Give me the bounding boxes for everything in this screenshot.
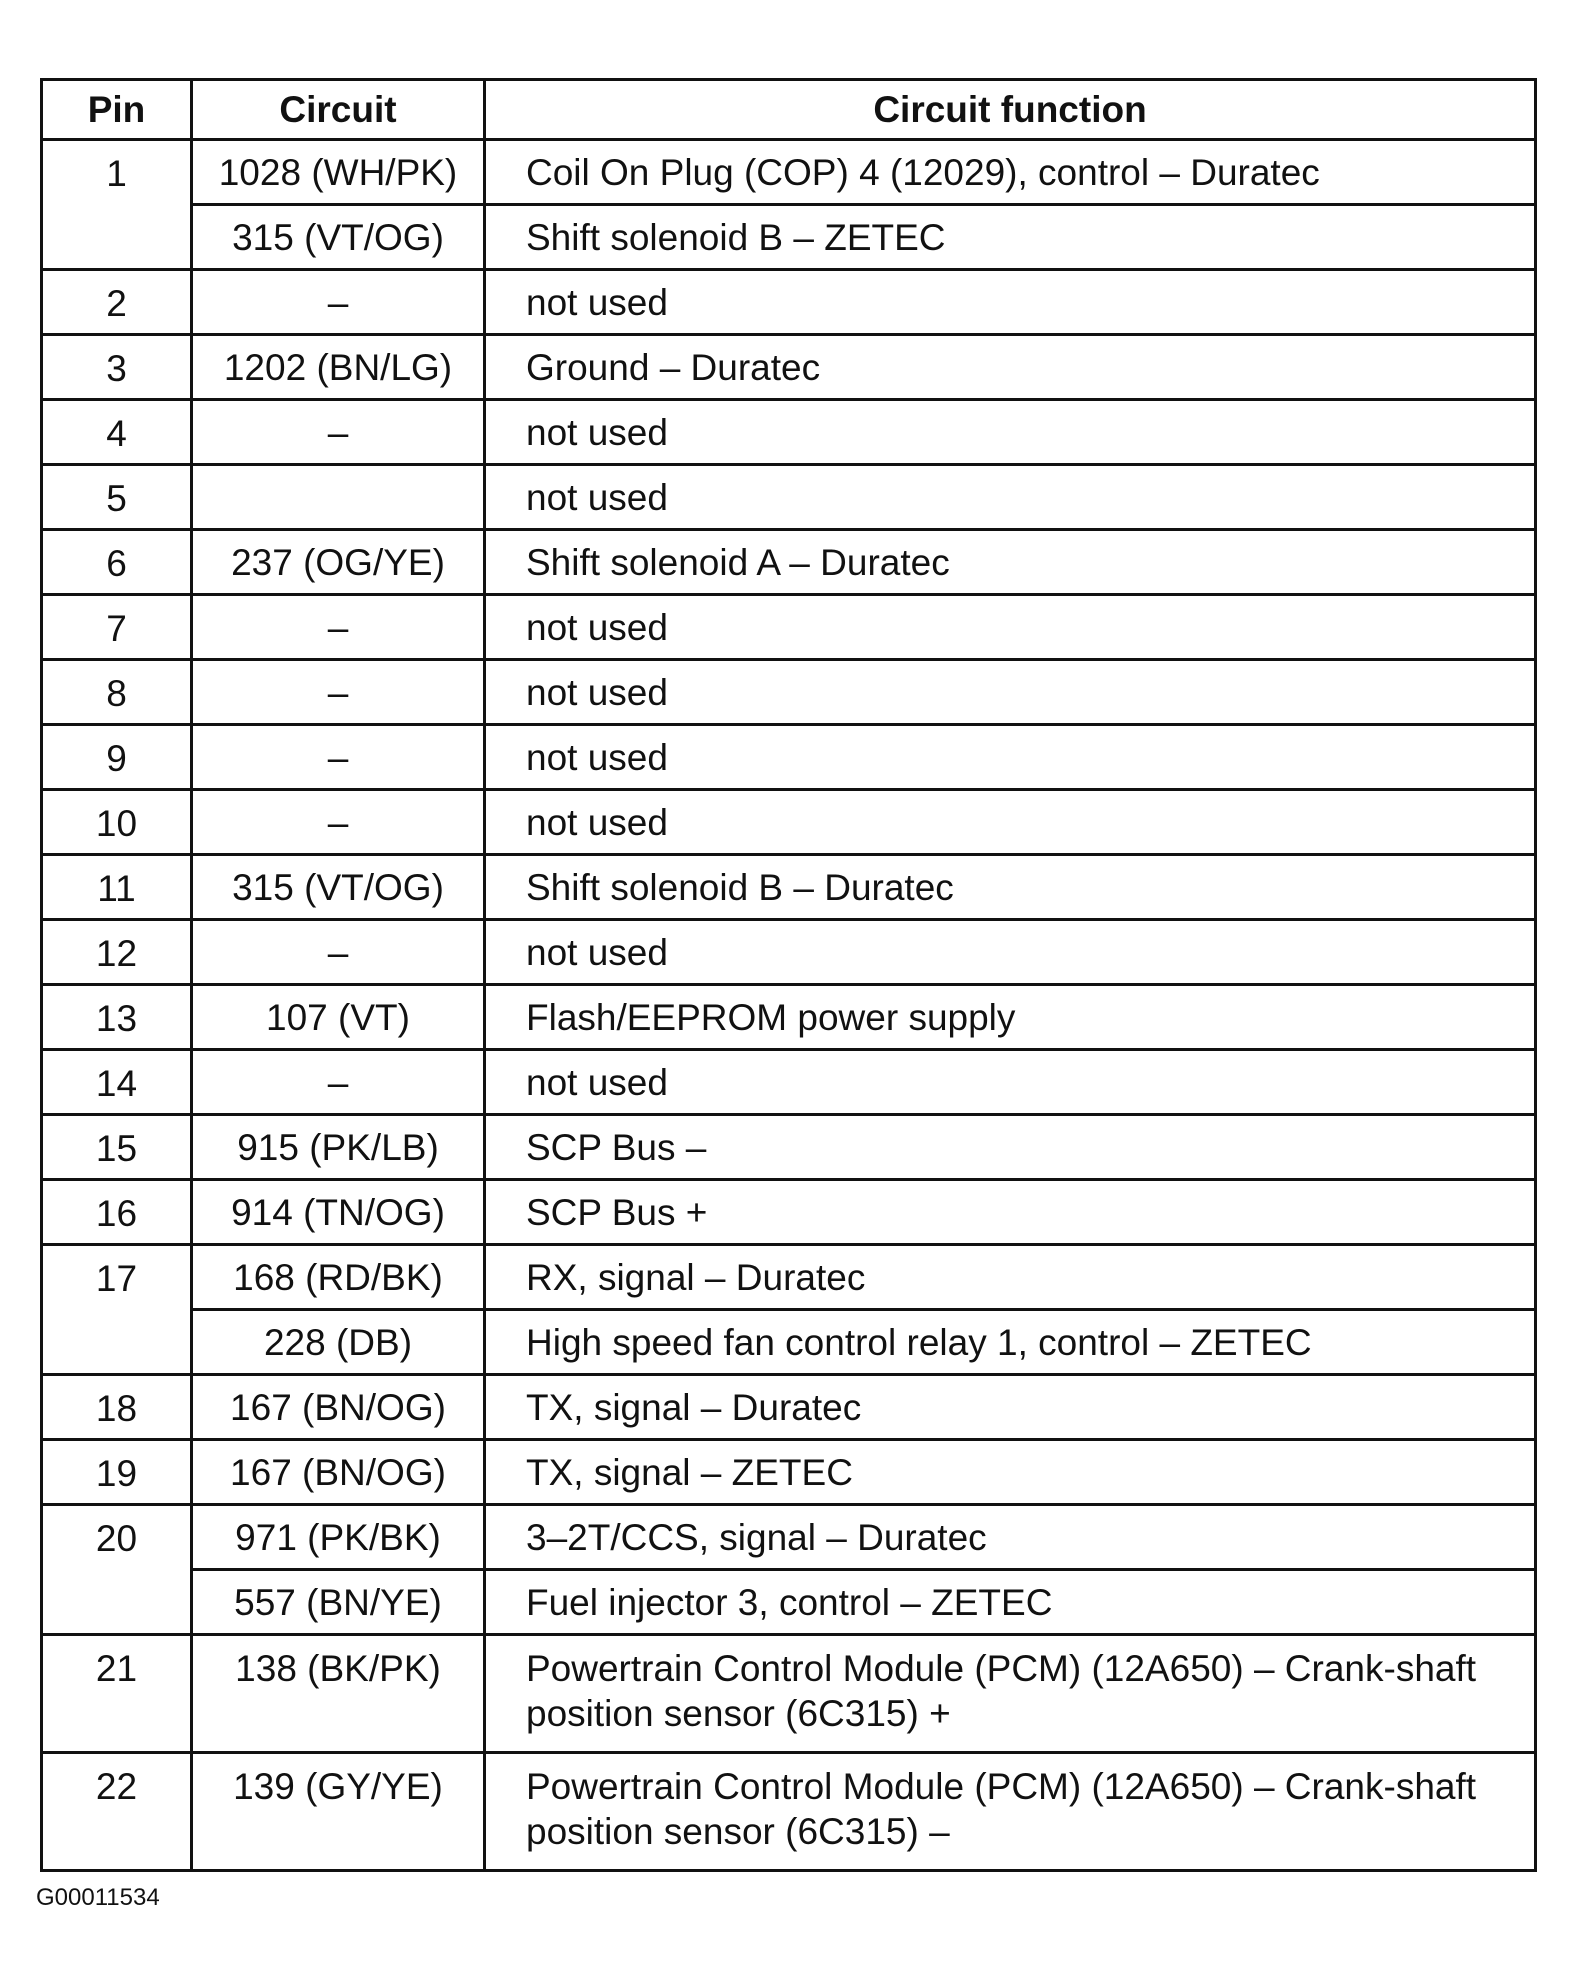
circuit-header: Circuit [192,80,485,140]
function-cell: Powertrain Control Module (PCM) (12A650) – Crank-shaft position sensor (6C315) + [485,1635,1536,1753]
circuit-cell: – [192,920,485,985]
circuit-cell: 167 (BN/OG) [192,1375,485,1440]
table-row [42,1180,1536,1245]
header-row [42,80,1536,140]
function-cell: TX, signal – Duratec [485,1375,1536,1440]
table-row [42,1570,1536,1635]
circuit-cell: 315 (VT/OG) [192,855,485,920]
pin-cell: 15 [42,1115,192,1180]
table-row [42,1310,1536,1375]
circuit-cell: 167 (BN/OG) [192,1440,485,1505]
table-row [42,1440,1536,1505]
function-cell: 3–2T/CCS, signal – Duratec [485,1505,1536,1570]
function-cell: not used [485,725,1536,790]
circuit-cell: 914 (TN/OG) [192,1180,485,1245]
table-row [42,400,1536,465]
function-cell: Coil On Plug (COP) 4 (12029), control – Duratec [485,140,1536,205]
table-row [42,335,1536,400]
pin-cell: 18 [42,1375,192,1440]
circuit-cell: 138 (BK/PK) [192,1635,485,1753]
function-cell: Fuel injector 3, control – ZETEC [485,1570,1536,1635]
pin-cell: 1 [42,140,192,270]
function-cell: not used [485,400,1536,465]
circuit-cell: – [192,660,485,725]
circuit-cell: 1028 (WH/PK) [192,140,485,205]
table-row [42,1505,1536,1570]
table-row [42,465,1536,530]
circuit-cell [192,465,485,530]
circuit-cell: 168 (RD/BK) [192,1245,485,1310]
circuit-cell: 315 (VT/OG) [192,205,485,270]
table-row [42,1753,1536,1871]
table-row [42,1115,1536,1180]
function-cell: TX, signal – ZETEC [485,1440,1536,1505]
table-row [42,270,1536,335]
table-row [42,660,1536,725]
circuit-cell: 237 (OG/YE) [192,530,485,595]
circuit-cell: 139 (GY/YE) [192,1753,485,1871]
table-body [42,140,1536,1871]
pin-cell: 7 [42,595,192,660]
table-row [42,140,1536,205]
pin-cell: 2 [42,270,192,335]
function-cell: SCP Bus + [485,1180,1536,1245]
table-row [42,855,1536,920]
pin-cell: 13 [42,985,192,1050]
circuit-cell: 1202 (BN/LG) [192,335,485,400]
pin-cell: 5 [42,465,192,530]
table-row [42,1050,1536,1115]
table-row [42,205,1536,270]
pin-cell: 20 [42,1505,192,1635]
table-row [42,530,1536,595]
function-cell: RX, signal – Duratec [485,1245,1536,1310]
pin-header: Pin [42,80,192,140]
table-row [42,1245,1536,1310]
circuit-cell: – [192,725,485,790]
pin-cell: 21 [42,1635,192,1753]
circuit-cell: – [192,595,485,660]
function-cell: Shift solenoid B – ZETEC [485,205,1536,270]
pin-cell: 8 [42,660,192,725]
table-row [42,1375,1536,1440]
circuit-cell: – [192,400,485,465]
circuit-cell: – [192,270,485,335]
function-header: Circuit function [485,80,1536,140]
table-row [42,790,1536,855]
function-cell: not used [485,920,1536,985]
pin-cell: 22 [42,1753,192,1871]
pin-cell: 3 [42,335,192,400]
function-cell: not used [485,660,1536,725]
pin-cell: 6 [42,530,192,595]
pin-cell: 11 [42,855,192,920]
function-cell: High speed fan control relay 1, control – ZETEC [485,1310,1536,1375]
pin-cell: 4 [42,400,192,465]
table-row [42,920,1536,985]
pin-cell: 19 [42,1440,192,1505]
function-cell: not used [485,595,1536,660]
pin-cell: 17 [42,1245,192,1375]
function-cell: Powertrain Control Module (PCM) (12A650) – Crank-shaft position sensor (6C315) – [485,1753,1536,1871]
function-cell: not used [485,465,1536,530]
circuit-cell: 228 (DB) [192,1310,485,1375]
pin-cell: 10 [42,790,192,855]
pinout-table [40,78,1537,1872]
circuit-cell: 915 (PK/LB) [192,1115,485,1180]
function-cell: not used [485,1050,1536,1115]
pin-cell: 9 [42,725,192,790]
function-cell: not used [485,790,1536,855]
pin-cell: 12 [42,920,192,985]
table-row [42,1635,1536,1753]
table-row [42,595,1536,660]
function-cell: Shift solenoid A – Duratec [485,530,1536,595]
function-cell: not used [485,270,1536,335]
circuit-cell: 107 (VT) [192,985,485,1050]
function-cell: Shift solenoid B – Duratec [485,855,1536,920]
table-row [42,725,1536,790]
circuit-cell: – [192,1050,485,1115]
function-cell: Ground – Duratec [485,335,1536,400]
circuit-cell: 971 (PK/BK) [192,1505,485,1570]
function-cell: SCP Bus – [485,1115,1536,1180]
pin-cell: 16 [42,1180,192,1245]
figure-id: G00011534 [36,1884,160,1911]
function-cell: Flash/EEPROM power supply [485,985,1536,1050]
circuit-cell: 557 (BN/YE) [192,1570,485,1635]
circuit-cell: – [192,790,485,855]
table-row [42,985,1536,1050]
pin-cell: 14 [42,1050,192,1115]
